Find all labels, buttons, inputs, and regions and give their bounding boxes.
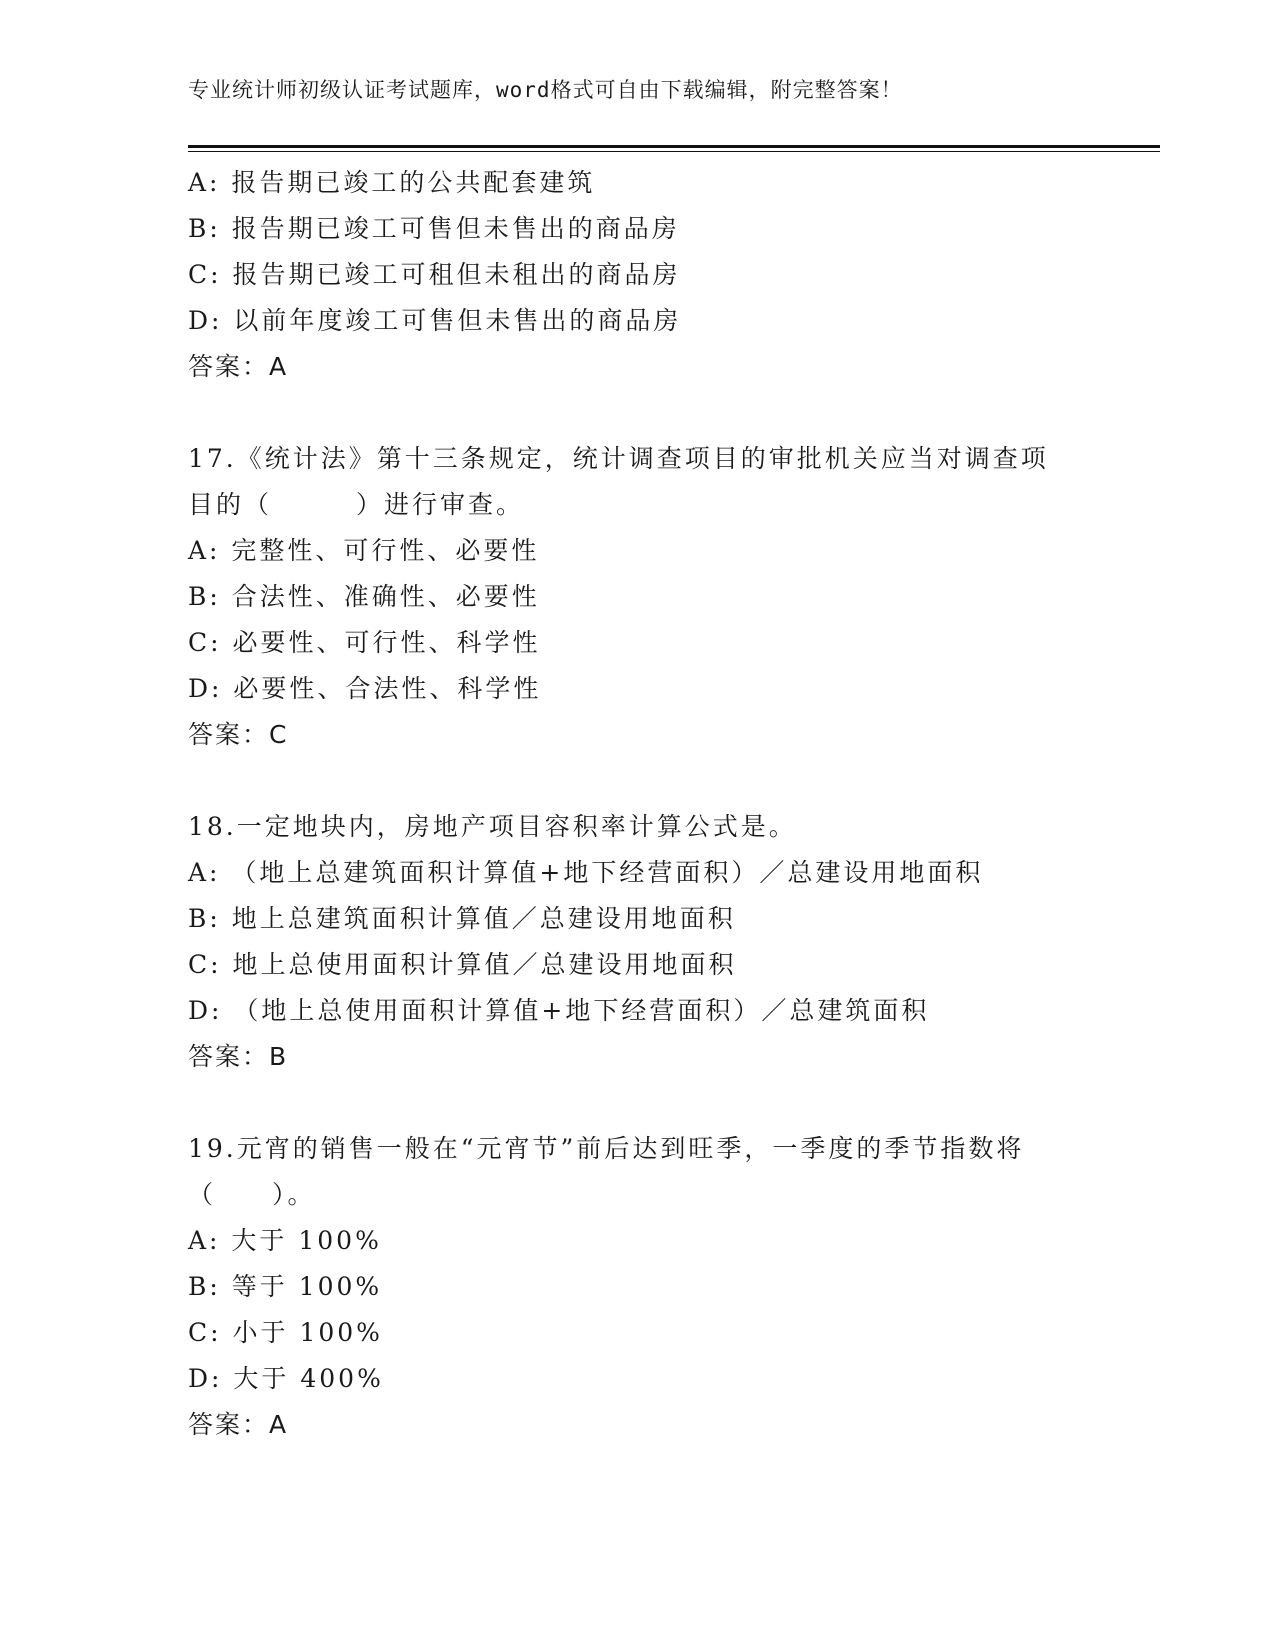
- prev-question-block: [188, 160, 1088, 390]
- page-header: 专业统计师初级认证考试题库，word格式可自由下载编辑，附完整答案！: [188, 78, 903, 102]
- answer-label: 答案：A: [188, 1410, 289, 1439]
- option-c: C: 报告期已竣工可租但未租出的商品房: [188, 260, 681, 289]
- option-b: B: 地上总建筑面积计算值／总建设用地面积: [188, 904, 736, 933]
- option-c: C: 地上总使用面积计算值／总建设用地面积: [188, 950, 737, 979]
- option-b: B: 等于 100%: [188, 1272, 383, 1301]
- question-17: [188, 436, 1088, 758]
- header-rule-thick: [188, 145, 1160, 148]
- question-18: [188, 804, 1088, 1080]
- option-d: D: 必要性、合法性、科学性: [188, 674, 542, 703]
- question-text: （ ）。: [188, 1180, 316, 1209]
- option-d: D: 大于 400%: [188, 1364, 384, 1393]
- option-b: B: 合法性、准确性、必要性: [188, 582, 540, 611]
- question-19: [188, 1126, 1088, 1448]
- header-rule-thin: [188, 151, 1160, 152]
- option-a: A: 完整性、可行性、必要性: [188, 536, 540, 565]
- option-c: C: 必要性、可行性、科学性: [188, 628, 541, 657]
- question-text: 18.一定地块内，房地产项目容积率计算公式是。: [188, 812, 797, 841]
- answer-label: 答案：A: [188, 352, 289, 381]
- option-d: D: 以前年度竣工可售但未售出的商品房: [188, 306, 682, 335]
- question-text: 目的（ ）进行审查。: [188, 490, 525, 519]
- option-c: C: 小于 100%: [188, 1318, 383, 1347]
- question-text: 17.《统计法》第十三条规定，统计调查项目的审批机关应当对调查项: [188, 444, 1049, 473]
- document-body: [188, 160, 1088, 1448]
- option-a: A: 报告期已竣工的公共配套建筑: [188, 168, 596, 197]
- answer-label: 答案：C: [188, 720, 289, 749]
- option-d: D: （地上总使用面积计算值+地下经营面积）／总建筑面积: [188, 996, 930, 1025]
- question-text: 19.元宵的销售一般在“元宵节”前后达到旺季，一季度的季节指数将: [188, 1134, 1025, 1163]
- option-a: A: （地上总建筑面积计算值+地下经营面积）／总建设用地面积: [188, 858, 984, 887]
- option-b: B: 报告期已竣工可售但未售出的商品房: [188, 214, 680, 243]
- answer-label: 答案：B: [188, 1042, 289, 1071]
- option-a: A: 大于 100%: [188, 1226, 382, 1255]
